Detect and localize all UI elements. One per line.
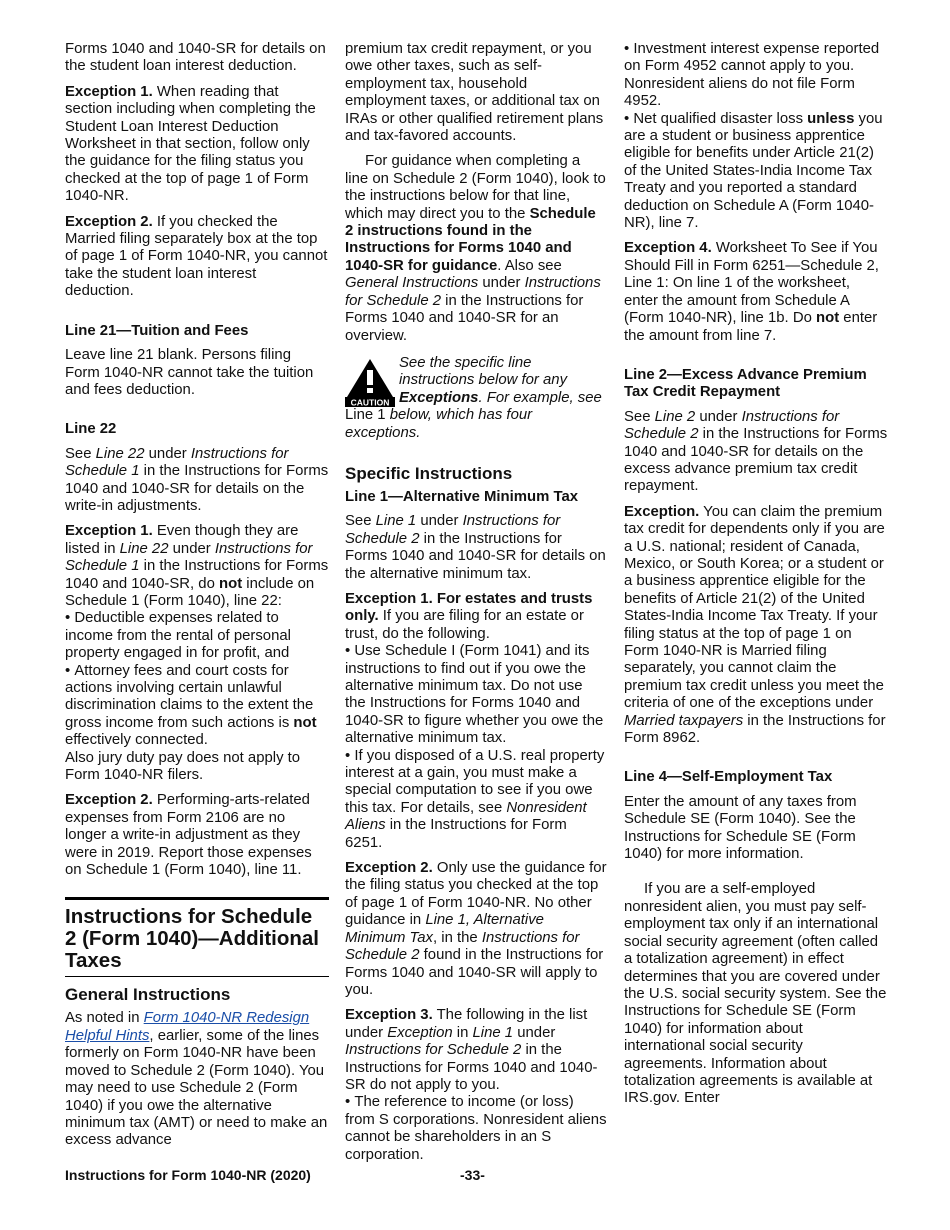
paragraph: Exception 4. Worksheet To See if You Should Fill in Form 6251—Schedule 2, Line 1: On line 1 of the worksheet, enter the amount from Schedule A (Form 1040-NR), line 1b. Do not enter the amount from line 7. xyxy=(624,240,879,344)
specific-instructions-heading: Specific Instructions xyxy=(345,463,513,483)
paragraph: Exception 1. When reading that section including when completing the Student Loan Interest Deduction Worksheet in that section, follow only the guidance for the filing status you checked at the top of page 1 of Form 1040-NR. xyxy=(65,83,316,205)
caution-label: CAUTION xyxy=(350,397,390,407)
line-22-heading: Line 22 xyxy=(65,421,117,438)
bullet-item: • Use Schedule I (Form 1041) and its instructions to find out if you owe the alternative minimum tax. Do not use the Instructions for Forms 1040 and 1040-SR to figure whether you owe the alternative minimum tax. xyxy=(345,643,607,747)
bullet-item: • Net qualified disaster loss unless you are a student or business apprentice eligible for benefits under Article 21(2) of the United States-India Income Tax Treaty and you reported a standard deduction on Schedule A (Form 1040-NR), line 7. xyxy=(624,111,888,233)
line-21-heading: Line 21—Tuition and Fees xyxy=(65,322,249,339)
bullet-item: • If you disposed of a U.S. real property interest at a gain, you must make a special computation to see if you owe this tax. For details, see Nonresident Aliens in the Instructions for Form 6251. xyxy=(345,748,607,852)
line-4-heading: Line 4—Self-Employment Tax xyxy=(624,769,833,786)
paragraph: For guidance when completing a line on Schedule 2 (Form 1040), look to the instructions below for that line, which may direct you to the Schedule 2 instructions found in the Instructions for Forms 1040 and 1040-SR for guidance. Also see General Instructions under Instructions for Schedule 2 in the Instructions for Forms 1040 and 1040-SR for an overview. xyxy=(345,153,606,344)
line-1-heading: Line 1—Alternative Minimum Tax xyxy=(345,488,579,505)
paragraph: Forms 1040 and 1040-SR for details on the student loan interest deduction. xyxy=(65,41,326,75)
paragraph: Exception. You can claim the premium tax credit for dependents only if you are a U.S. national; resident of Canada, Mexico, or South Korea; or a student or a business apprentice eligible for the benefits of Article 21(2) of the United States-India Income Tax Treaty. If your filing status at the top of page 1 on Form 1040-NR is Married filing separately, you cannot claim the premium tax credit unless you meet the criteria of one of the exceptions under Married taxpayers in the Instructions for Form 8962. xyxy=(624,503,886,747)
paragraph: Also jury duty pay does not apply to Form 1040-NR filers. xyxy=(65,749,301,784)
paragraph: Leave line 21 blank. Persons filing Form 1040-NR cannot take the tuition and fees deduction. xyxy=(65,347,314,398)
paragraph: Exception 3. The following in the list under Exception in Line 1 under Instructions for Schedule 2 in the Instructions for Forms 1040 and 1040-SR do not apply to you. xyxy=(345,1007,598,1093)
bullet-item: • The reference to income (or loss) from S corporations. Nonresident aliens cannot be shareholders in an S corporation. xyxy=(345,1094,607,1164)
bullet-item: • Investment interest expense reported on Form 4952 cannot apply to you. Nonresident aliens do not file Form 4952. xyxy=(624,41,888,111)
general-instructions-heading: General Instructions xyxy=(65,985,231,1005)
page-number: -33- xyxy=(460,1167,485,1183)
schedule-2-heading: Instructions for Schedule 2 (Form 1040)—Additional Taxes xyxy=(65,897,329,977)
redesign-hints-link[interactable]: Form 1040-NR Redesign Helpful Hints xyxy=(65,1010,310,1044)
caution-note xyxy=(345,355,607,442)
bullet-item: • Deductible expenses related to income from the rental of personal property engaged in for profit, and xyxy=(65,610,329,662)
paragraph: See Line 22 under Instructions for Schedule 1 in the Instructions for Forms 1040 and 1040-SR for details on the write-in adjustments. xyxy=(65,445,329,514)
paragraph: Enter the amount of any taxes from Schedule SE (Form 1040). See the Instructions for Schedule SE (Form 1040) for more information. xyxy=(624,793,857,863)
paragraph: Exception 2. If you checked the Married filing separately box at the top of page 1 of Form 1040-NR, you cannot take the student loan interest deduction. xyxy=(65,213,328,300)
caution-text: See the specific line instructions below for any Exceptions. For example, see Line 1 below, which has four exceptions. xyxy=(345,354,602,441)
paragraph: Exception 1. Even though they are listed in Line 22 under Instructions for Schedule 1 in the Instructions for Forms 1040 and 1040-SR, do not include on Schedule 1 (Form 1040), line 22: xyxy=(65,523,329,609)
column-1 xyxy=(65,41,329,1158)
paragraph: See Line 1 under Instructions for Schedule 2 in the Instructions for Forms 1040 and 1040-SR for details on the alternative minimum tax. xyxy=(345,513,606,582)
bullet-item: • Attorney fees and court costs for actions involving certain unlawful discrimination claims to the extent the gross income from such actions is not effectively connected. xyxy=(65,663,329,750)
paragraph: premium tax credit repayment, or you owe other taxes, such as self-employment tax, household employment taxes, or additional tax on IRAs or other qualified retirement plans and tax-favored accounts. xyxy=(345,41,604,145)
line-2-heading: Line 2—Excess Advance Premium Tax Credit Repayment xyxy=(624,366,867,401)
paragraph: Exception 2. Performing-arts-related expenses from Form 2106 are no longer a write-in adjustment as they were in 2019. Report those expenses on Schedule 1 (Form 1040), line 11. xyxy=(65,792,312,879)
caution-icon xyxy=(345,357,395,407)
paragraph: See Line 2 under Instructions for Schedule 2 in the Instructions for Forms 1040 and 1040-SR for details on the excess advance premium tax credit repayment. xyxy=(624,408,888,495)
paragraph: If you are a self-employed nonresident alien, you must pay self-employment tax only if an international social security agreement (often called a totalization agreement) in effect determines that you are covered under the U.S. social security system. See the Instructions for Schedule SE (Form 1040) for information about international social security agreements. Information about totalization agreements is available at IRS.gov. Enter xyxy=(624,881,887,1107)
paragraph: Exception 2. Only use the guidance for the filing status you checked at the top of page 1 of Form 1040-NR. No other guidance in Line 1, Alternative Minimum Tax, in the Instructions for Schedule 2 found in the Instructions for Forms 1040 and 1040-SR will apply to you. xyxy=(345,860,607,998)
paragraph: As noted in Form 1040-NR Redesign Helpful Hints, earlier, some of the lines formerly on Form 1040-NR have been moved to Schedule 2 (Form 1040). You may need to use Schedule 2 (Form 1040) if you owe the alternative minimum tax (AMT) or need to make an excess advance xyxy=(65,1010,328,1149)
column-2 xyxy=(345,41,607,1164)
footer-title: Instructions for Form 1040-NR (2020) xyxy=(65,1167,311,1183)
column-3 xyxy=(624,41,888,1116)
paragraph: Exception 1. For estates and trusts only. If you are filing for an estate or trust, do the following. xyxy=(345,590,593,642)
